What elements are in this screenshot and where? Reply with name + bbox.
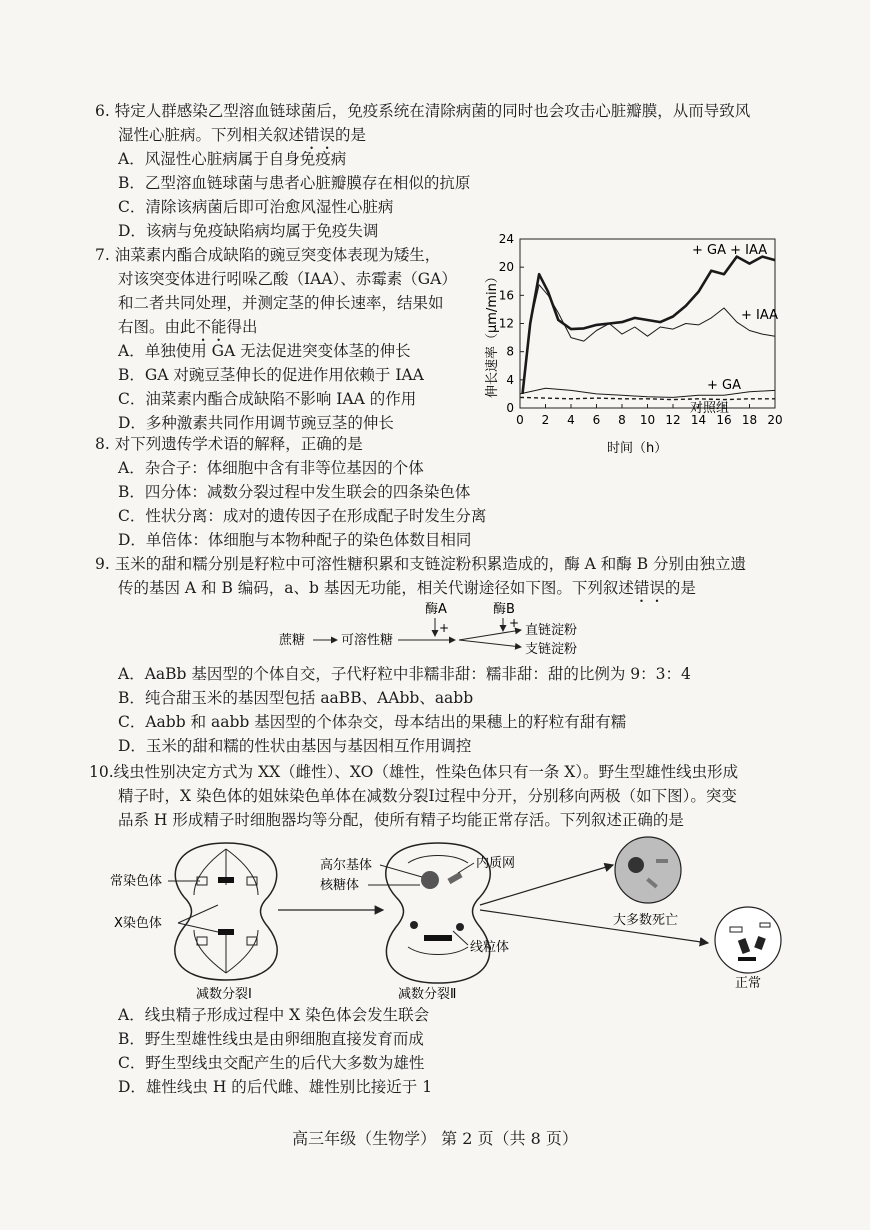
normal-sperm-cell [715, 907, 781, 973]
x-tick-label: 18 [741, 413, 758, 427]
q9-stem-line2: 传的基因 A 和 B 编码，a、b 基因无功能，相关代谢途径如下图。下列叙述错误的是 [118, 579, 696, 597]
y-tick-label: 16 [498, 288, 514, 303]
q9-option-d: D．玉米的甜和糯的性状由基因与基因相互作用调控 [118, 737, 472, 755]
label-x-chromosome: X染色体 [114, 916, 162, 931]
q10-option-d: D．雄性线虫 H 的后代雌、雄性别比接近于 1 [118, 1078, 433, 1096]
dying-sperm-cell [615, 837, 681, 903]
x-tick-label: 16 [716, 413, 732, 427]
q8-option-c: C．性状分离：成对的遗传因子在形成配子时发生分离 [118, 507, 487, 525]
q8-stem: 8. 对下列遗传学术语的解释，正确的是 [95, 435, 363, 453]
pathway-amylopectin: 支链淀粉 [525, 642, 578, 657]
q7-stem-line2: 对该突变体进行吲哚乙酸（IAA）、赤霉素（GA） [118, 270, 457, 288]
chart-label-control: 对照组 [690, 401, 730, 416]
label-golgi: 高尔基体 [320, 858, 373, 873]
pathway-enzyme-a: 酶A [425, 602, 447, 617]
y-tick-label: 4 [506, 372, 514, 387]
x-tick-label: 2 [541, 413, 550, 427]
q8-option-a: A．杂合子：体细胞中含有非等位基因的个体 [118, 459, 424, 477]
y-tick-label: 8 [506, 344, 514, 359]
q9-option-a: A．AaBb 基因型的个体自交，子代籽粒中非糯非甜：糯非甜：甜的比例为 9：3：4 [118, 665, 691, 683]
q8-option-b: B．四分体：减数分裂过程中发生联会的四条染色体 [118, 483, 471, 501]
series-line-0 [523, 257, 779, 394]
y-tick-label: 0 [506, 401, 514, 415]
q6-option-c: C．清除该病菌后即可治愈风湿性心脏病 [118, 198, 394, 216]
pathway-sucrose: 蔗糖 [279, 633, 306, 648]
chart-label-ga: + GA [707, 378, 741, 393]
label-ribosome: 核糖体 [320, 878, 360, 893]
x-tick-label: 0 [516, 413, 524, 427]
y-tick-label: 12 [498, 316, 514, 331]
pathway-soluble-sugar: 可溶性糖 [341, 633, 394, 648]
x-tick-label: 20 [767, 413, 783, 427]
q7-stem-line3: 和二者共同处理，并测定茎的伸长速率，结果如 [118, 294, 444, 312]
chart-ylabel: 伸长速率（μm/min） [485, 270, 500, 398]
y-tick-label: 20 [498, 260, 514, 275]
x-tick-label: 14 [690, 413, 707, 427]
x-tick-label: 4 [567, 413, 575, 427]
q10-option-a: A．线虫精子形成过程中 X 染色体会发生联会 [118, 1006, 430, 1024]
q7-stem-line1: 7. 油菜素内酯合成缺陷的豌豆突变体表现为矮生， [95, 246, 441, 264]
q8-option-d: D．单倍体：体细胞与本物种配子的染色体数目相同 [118, 531, 472, 549]
chart-label-gaiaa: + GA + IAA [692, 243, 768, 258]
meiosis1-cell [175, 843, 277, 980]
q10-option-c: C．野生型线虫交配产生的后代大多数为雄性 [118, 1054, 425, 1072]
q10-stem-line3: 品系 H 形成精子时细胞器均等分配，使所有精子均能正常存活。下列叙述正确的是 [118, 811, 684, 829]
y-tick-label: 24 [498, 232, 514, 246]
q6-stem-line1: 6. 特定人群感染乙型溶血链球菌后，免疫系统在清除病菌的同时也会攻击心脏瓣膜，从而导致风 [95, 102, 751, 120]
x-tick-label: 10 [639, 413, 656, 427]
pathway-plus-b: + [509, 616, 520, 630]
pathway-plus-a: + [439, 621, 450, 635]
q7-option-c: C．油菜素内酯合成缺陷不影响 IAA 的作用 [118, 390, 417, 408]
meiosis-diagram [108, 835, 808, 1005]
label-mito: 线粒体 [470, 940, 510, 955]
q9-stem-line1: 9. 玉米的甜和糯分别是籽粒中可溶性糖积累和支链淀粉积累造成的，酶 A 和酶 B 分别由独立遗 [95, 555, 747, 573]
elongation-rate-chart [462, 228, 792, 458]
q10-stem-line2: 精子时，X 染色体的姐妹染色单体在减数分裂Ⅰ过程中分开，分别移向两极（如下图）。突变 [118, 787, 737, 805]
label-mostly-die: 大多数死亡 [613, 913, 679, 928]
q7-option-d: D．多种激素共同作用调节豌豆茎的伸长 [118, 414, 394, 432]
x-tick-label: 12 [665, 413, 681, 427]
q7-option-a: A．单独使用 GA 无法促进突变体茎的伸长 [118, 342, 411, 360]
x-tick-label: 6 [592, 413, 601, 427]
label-meiosis2: 减数分裂Ⅱ [398, 987, 457, 1002]
q6-option-a: A．风湿性心脏病属于自身免疫病 [118, 150, 347, 168]
meiosis2-cell [386, 843, 490, 983]
q9-option-c: C．Aabb 和 aabb 基因型的个体杂交，母本结出的果穗上的籽粒有甜有糯 [118, 713, 627, 731]
q7-stem-line4: 右图。由此不能得出 [118, 318, 258, 336]
chart-label-iaa: + IAA [741, 308, 779, 323]
label-normal: 正常 [735, 976, 762, 991]
label-er: 内质网 [476, 856, 516, 871]
pathway-amylose: 直链淀粉 [525, 623, 578, 638]
x-tick-label: 8 [618, 413, 626, 427]
q10-option-b: B．野生型雄性线虫是由卵细胞直接发育而成 [118, 1030, 424, 1048]
chart-xlabel: 时间（h） [607, 441, 668, 456]
q7-option-b: B．GA 对豌豆茎伸长的促进作用依赖于 IAA [118, 366, 424, 384]
q10-stem-line1: 10.线虫性别决定方式为 XX（雌性）、XO（雄性，性染色体只有一条 X）。野生型雄性线虫形成 [89, 763, 739, 781]
metabolic-pathway-diagram [275, 600, 635, 660]
label-autosome: 常染色体 [110, 874, 163, 889]
q6-option-d: D．该病与免疫缺陷病均属于免疫失调 [118, 222, 379, 240]
label-meiosis1: 减数分裂Ⅰ [196, 987, 252, 1002]
q6-stem-line2: 湿性心脏病。下列相关叙述错误的是 [118, 126, 367, 144]
page-footer: 高三年级（生物学） 第 2 页（共 8 页） [292, 1129, 578, 1148]
q6-option-b: B．乙型溶血链球菌与患者心脏瓣膜存在相似的抗原 [118, 174, 471, 192]
series-line-3 [520, 397, 775, 399]
pathway-enzyme-b: 酶B [493, 602, 515, 617]
q9-option-b: B．纯合甜玉米的基因型包括 aaBB、AAbb、aabb [118, 689, 474, 707]
